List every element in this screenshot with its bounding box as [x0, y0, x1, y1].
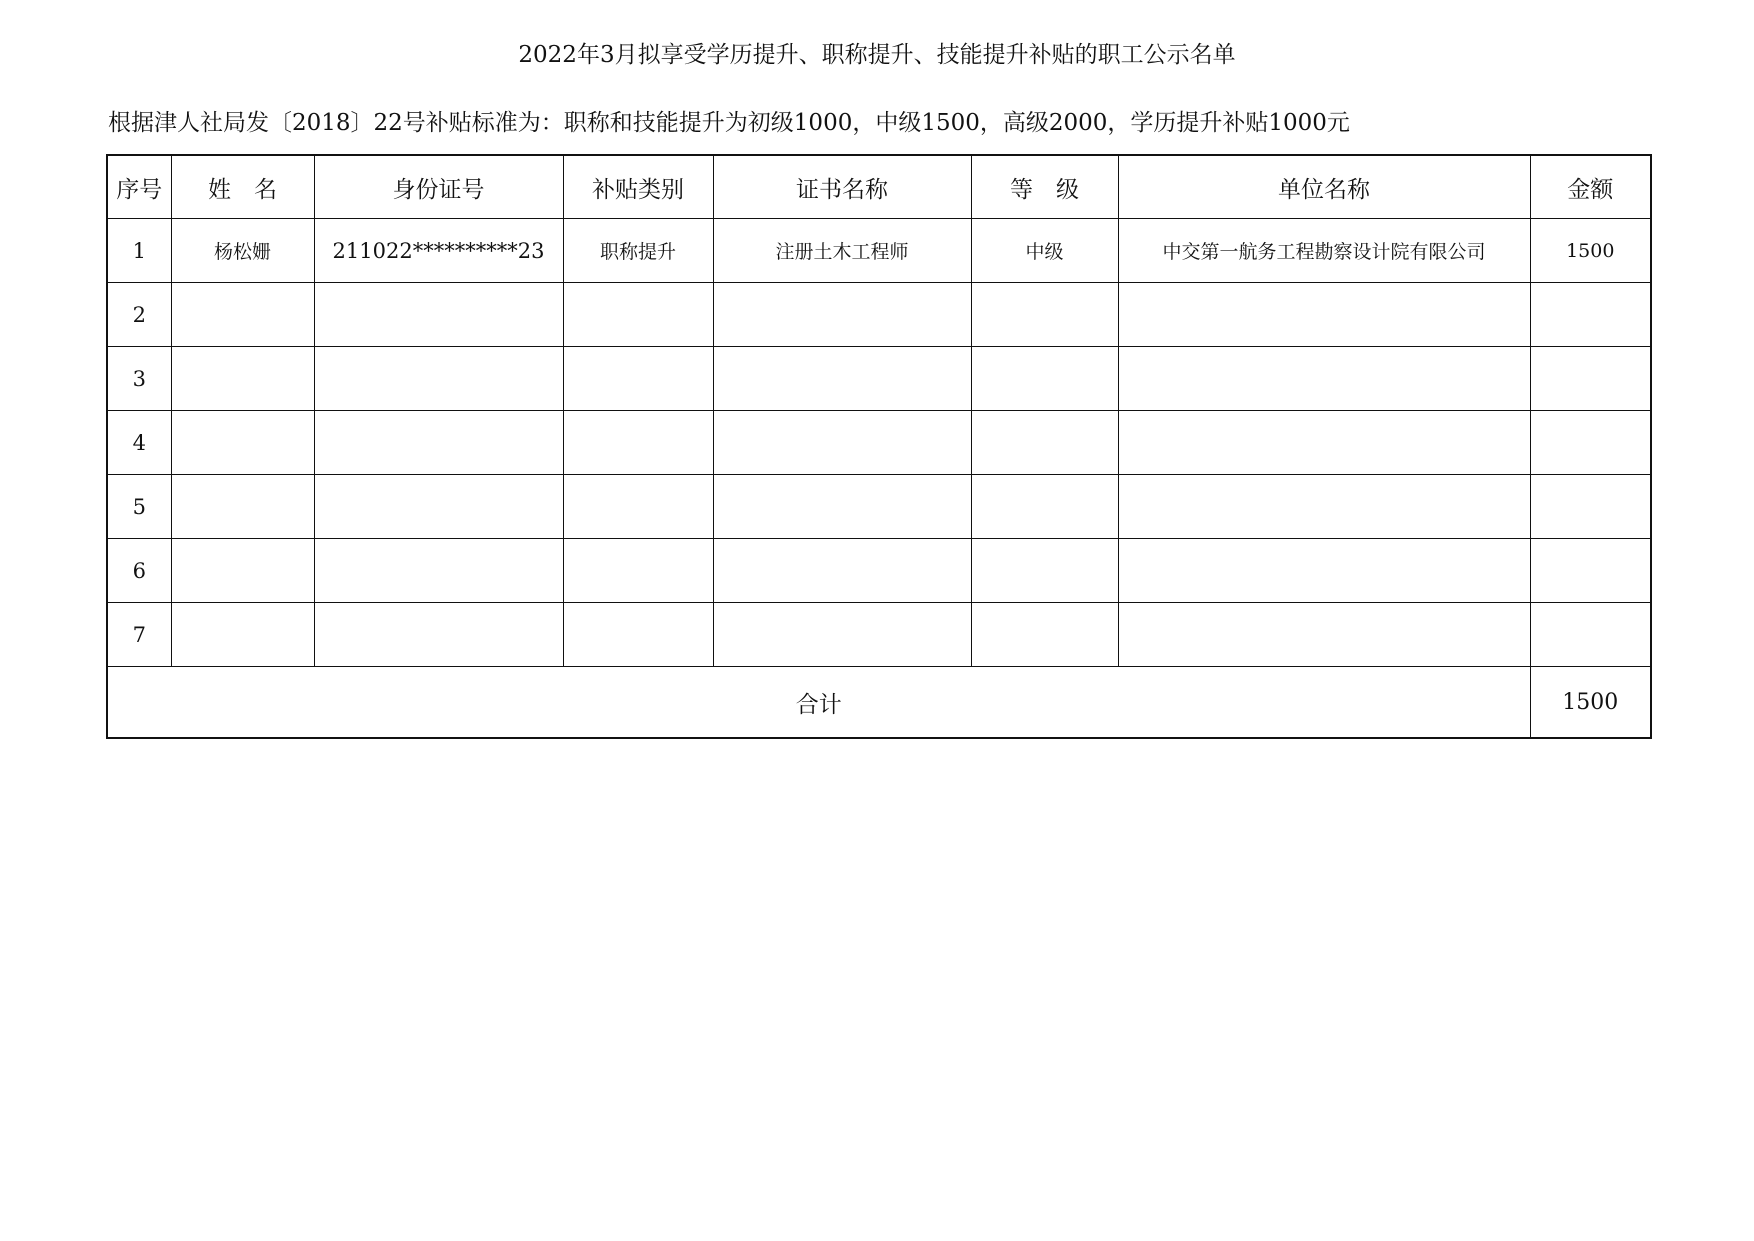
cell-level — [971, 411, 1118, 475]
cell-subsidy-type — [563, 475, 713, 539]
cell-name — [171, 603, 314, 667]
cell-serial-number: 5 — [107, 475, 171, 539]
subsidy-roster-table — [106, 154, 1652, 739]
table-header-row — [107, 155, 1651, 219]
cell-name — [171, 539, 314, 603]
cell-level — [971, 475, 1118, 539]
cell-employer-name — [1118, 475, 1530, 539]
cell-level — [971, 283, 1118, 347]
cell-certificate-name — [713, 411, 971, 475]
cell-serial-number: 1 — [107, 219, 171, 283]
header-level: 等 级 — [971, 155, 1118, 219]
cell-amount — [1530, 347, 1651, 411]
table-row — [107, 475, 1651, 539]
cell-serial-number: 3 — [107, 347, 171, 411]
cell-serial-number: 2 — [107, 283, 171, 347]
cell-level — [971, 347, 1118, 411]
cell-id-number — [314, 475, 563, 539]
cell-serial-number: 6 — [107, 539, 171, 603]
cell-level — [971, 539, 1118, 603]
cell-serial-number: 4 — [107, 411, 171, 475]
cell-id-number — [314, 347, 563, 411]
cell-name — [171, 347, 314, 411]
cell-certificate-name — [713, 347, 971, 411]
cell-subsidy-type — [563, 347, 713, 411]
cell-subsidy-type — [563, 539, 713, 603]
header-amount: 金额 — [1530, 155, 1651, 219]
cell-name: 杨松姗 — [171, 219, 314, 283]
cell-subsidy-type — [563, 603, 713, 667]
cell-name — [171, 475, 314, 539]
cell-amount — [1530, 603, 1651, 667]
table-row — [107, 347, 1651, 411]
cell-subsidy-type: 职称提升 — [563, 219, 713, 283]
cell-amount: 1500 — [1530, 219, 1651, 283]
cell-employer-name — [1118, 283, 1530, 347]
cell-certificate-name — [713, 283, 971, 347]
cell-amount — [1530, 539, 1651, 603]
cell-name — [171, 283, 314, 347]
cell-serial-number: 7 — [107, 603, 171, 667]
cell-employer-name — [1118, 539, 1530, 603]
cell-certificate-name: 注册土木工程师 — [713, 219, 971, 283]
total-row — [107, 667, 1651, 739]
table-row — [107, 219, 1651, 283]
total-label: 合计 — [107, 667, 1530, 739]
table-row — [107, 411, 1651, 475]
cell-subsidy-type — [563, 411, 713, 475]
cell-id-number: 211022**********23 — [314, 219, 563, 283]
cell-id-number — [314, 603, 563, 667]
header-subsidy-type: 补贴类别 — [563, 155, 713, 219]
table-row — [107, 539, 1651, 603]
cell-employer-name — [1118, 411, 1530, 475]
header-employer-name: 单位名称 — [1118, 155, 1530, 219]
cell-amount — [1530, 283, 1651, 347]
header-name: 姓 名 — [171, 155, 314, 219]
header-serial-number: 序号 — [107, 155, 171, 219]
cell-id-number — [314, 283, 563, 347]
cell-level — [971, 603, 1118, 667]
cell-subsidy-type — [563, 283, 713, 347]
cell-certificate-name — [713, 539, 971, 603]
cell-employer-name — [1118, 603, 1530, 667]
cell-name — [171, 411, 314, 475]
cell-employer-name: 中交第一航务工程勘察设计院有限公司 — [1118, 219, 1530, 283]
cell-employer-name — [1118, 347, 1530, 411]
total-amount: 1500 — [1530, 667, 1651, 739]
cell-amount — [1530, 475, 1651, 539]
cell-certificate-name — [713, 475, 971, 539]
cell-id-number — [314, 411, 563, 475]
document-title: 2022年3月拟享受学历提升、职称提升、技能提升补贴的职工公示名单 — [518, 42, 1236, 68]
subsidy-standard-note: 根据津人社局发〔2018〕22号补贴标准为：职称和技能提升为初级1000，中级1500，高级2000，学历提升补贴1000元 — [108, 110, 1350, 136]
cell-id-number — [314, 539, 563, 603]
header-certificate-name: 证书名称 — [713, 155, 971, 219]
table-row — [107, 283, 1651, 347]
cell-amount — [1530, 411, 1651, 475]
header-id-number: 身份证号 — [314, 155, 563, 219]
cell-level: 中级 — [971, 219, 1118, 283]
cell-certificate-name — [713, 603, 971, 667]
table-row — [107, 603, 1651, 667]
